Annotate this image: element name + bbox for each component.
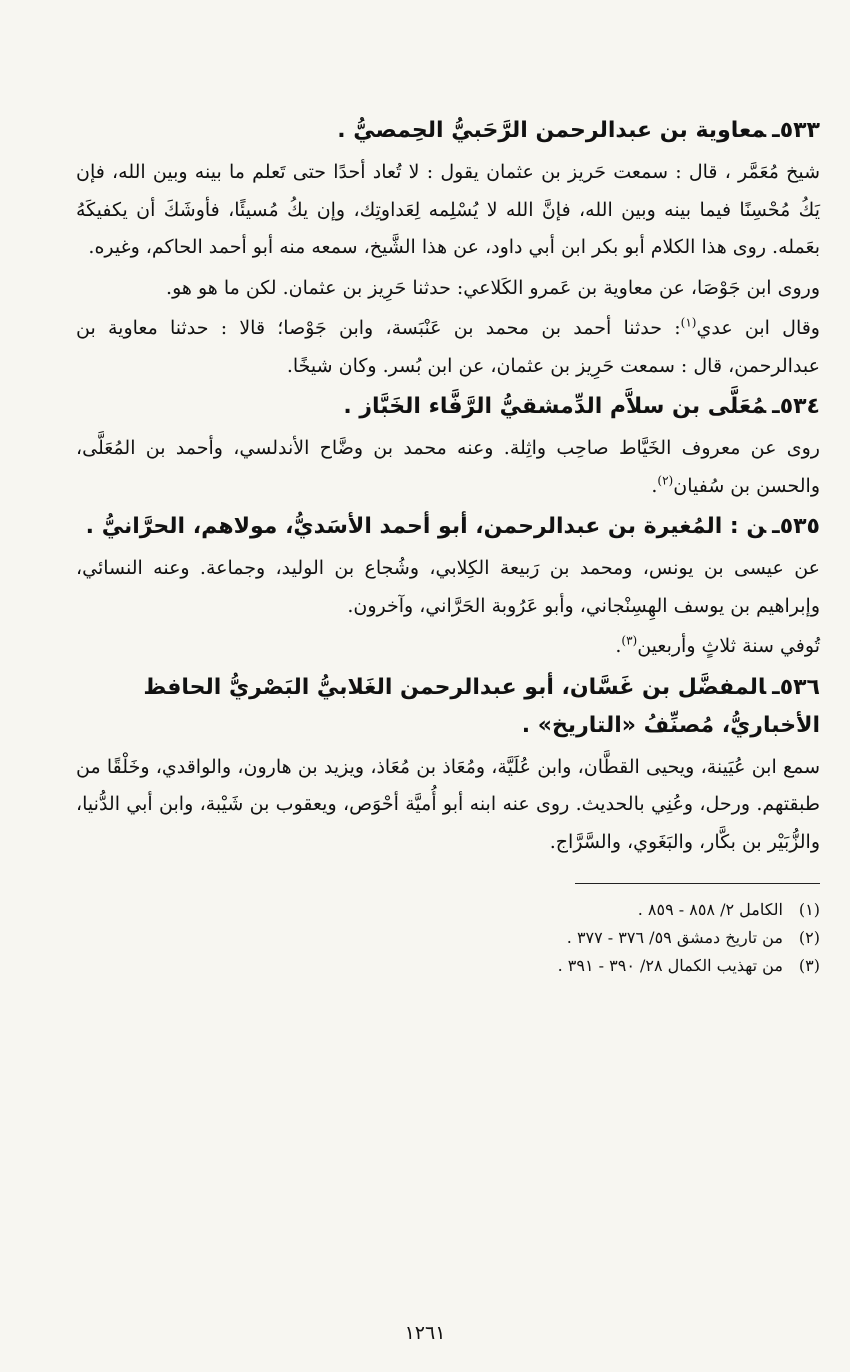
entry-paragraph: عن عيسى بن يونس، ومحمد بن رَبيعة الكِلابي، وشُجاع بن الوليد، وجماعة. وعنه النسائي، وإبراهيم بن يوسف الهِسِنْجاني، وأبو عَرُوبة الحَرَّاني، وآخرون. [76, 557, 820, 617]
entry-number: ٥٣٦ـ [772, 674, 820, 700]
entry-heading [76, 508, 820, 546]
footnote-text: من تهذيب الكمال ٢٨/ ٣٩٠ - ٣٩١ . [557, 956, 783, 975]
entry-paragraph [76, 628, 820, 666]
footnote-3 [76, 952, 820, 980]
paragraph-text: . [615, 635, 622, 657]
entry-heading [76, 388, 820, 426]
entry-heading [76, 669, 820, 745]
footnote-reference[interactable]: (١) [680, 315, 697, 330]
paragraph-text: تُوفي سنة ثلاثٍ وأربعين [637, 635, 820, 657]
entry-paragraph: سمع ابن عُيَينة، ويحيى القطَّان، وابن عُلَيَّة، ومُعَاذ بن مُعَاذ، ويزيد بن هارون، والواقدي، وخَلْقًا من طبقتهم. ورحل، وعُنِي بالحديث. روى عنه ابنه أبو أُميَّة أحْوَص، ويعقوب بن شَيْبة، وابن أبي الدُّنيا، والزُّبَيْر بن بكَّار، والبَغَوي، والسَّرَّاج. [76, 755, 820, 853]
footnote-text: الكامل ٢/ ٨٥٨ - ٨٥٩ . [637, 900, 783, 919]
entry-535 [76, 508, 820, 666]
entry-number: ٥٣٥ـ [772, 514, 820, 539]
entry-heading [76, 112, 820, 150]
footnote-divider [575, 883, 820, 884]
footnote-number: (١) [798, 900, 820, 919]
paragraph-text: . [651, 474, 658, 497]
paragraph-text: وقال ابن عدي [696, 317, 820, 339]
footnote-reference[interactable]: (٣) [621, 633, 638, 648]
footnote-1 [76, 896, 820, 924]
entry-534 [76, 388, 820, 505]
page-number: ١٢٦١ [404, 1322, 446, 1344]
entry-number: ٥٣٣ـ [772, 118, 820, 143]
entry-paragraph [76, 310, 820, 385]
footnotes [76, 896, 820, 980]
entry-heading-text: ن : المُغيرة بن عبدالرحمن، أبو أحمد الأسَديُّ، مولاهم، الحرَّانيُّ . [85, 514, 767, 539]
footnote-text: من تاريخ دمشق ٥٩/ ٣٧٦ - ٣٧٧ . [566, 928, 783, 947]
entry-533 [76, 112, 820, 385]
entry-heading-text: مُعَلَّى بن سلاَّم الدِّمشقيُّ الرَّفَّاء الخَبَّاز . [343, 394, 767, 419]
entry-heading-text: المفضَّل بن غَسَّان، أبو عبدالرحمن الغَلابيُّ البَصْريُّ الحافظ الأخباريُّ، مُصنِّفُ «التاريخ» . [143, 674, 820, 738]
entry-paragraph [76, 430, 820, 505]
footnote-reference[interactable]: (٢) [657, 473, 674, 488]
footnote-2 [76, 924, 820, 952]
entry-paragraph: وروى ابن جَوْصَا، عن معاوية بن عَمرو الكَلاعي: حدثنا حَرِيز بن عثمان. لكن ما هو هو. [166, 276, 820, 299]
paragraph-text: روى عن معروف الخَيَّاط صاحِب واثِلة. وعنه محمد بن وضَّاح الأندلسي، وأحمد بن المُعَلَّى، والحسن بن سُفيان [76, 437, 820, 497]
entry-heading-text: معاوية بن عبدالرحمن الرَّحَبيُّ الحِمصيُّ . [337, 118, 767, 143]
footnote-number: (٢) [798, 928, 820, 947]
paragraph-text: : حدثنا أحمد بن محمد بن عَنْبَسة، وابن جَوْصا؛ قالا : حدثنا معاوية بن عبدالرحمن، قال : سمعت حَرِيز بن عثمان، عن ابن بُسر. وكان شيخًا. [76, 317, 820, 377]
entry-number: ٥٣٤ـ [772, 394, 820, 419]
entry-536 [76, 669, 820, 862]
entry-paragraph: شيخ مُعَمَّر ، قال : سمعت حَريز بن عثمان يقول : لا تُعاد أحدًا حتى تَعلم ما بينه وبين الله، فإن يَكُ مُحْسِنًا فيما بينه وبين الله، فإنَّ الله لا يُسْلِمه لِعَداوتِك، وإن يكُ مُسيئًا، فأوشَكَ أن يكفيكَهُ بعَمله. روى هذا الكلام أبو بكر ابن أبي داود، عن هذا الشَّيخ، سمعه منه أبو أحمد الحاكم، وغيره. [76, 161, 820, 258]
footnote-number: (٣) [798, 956, 820, 975]
